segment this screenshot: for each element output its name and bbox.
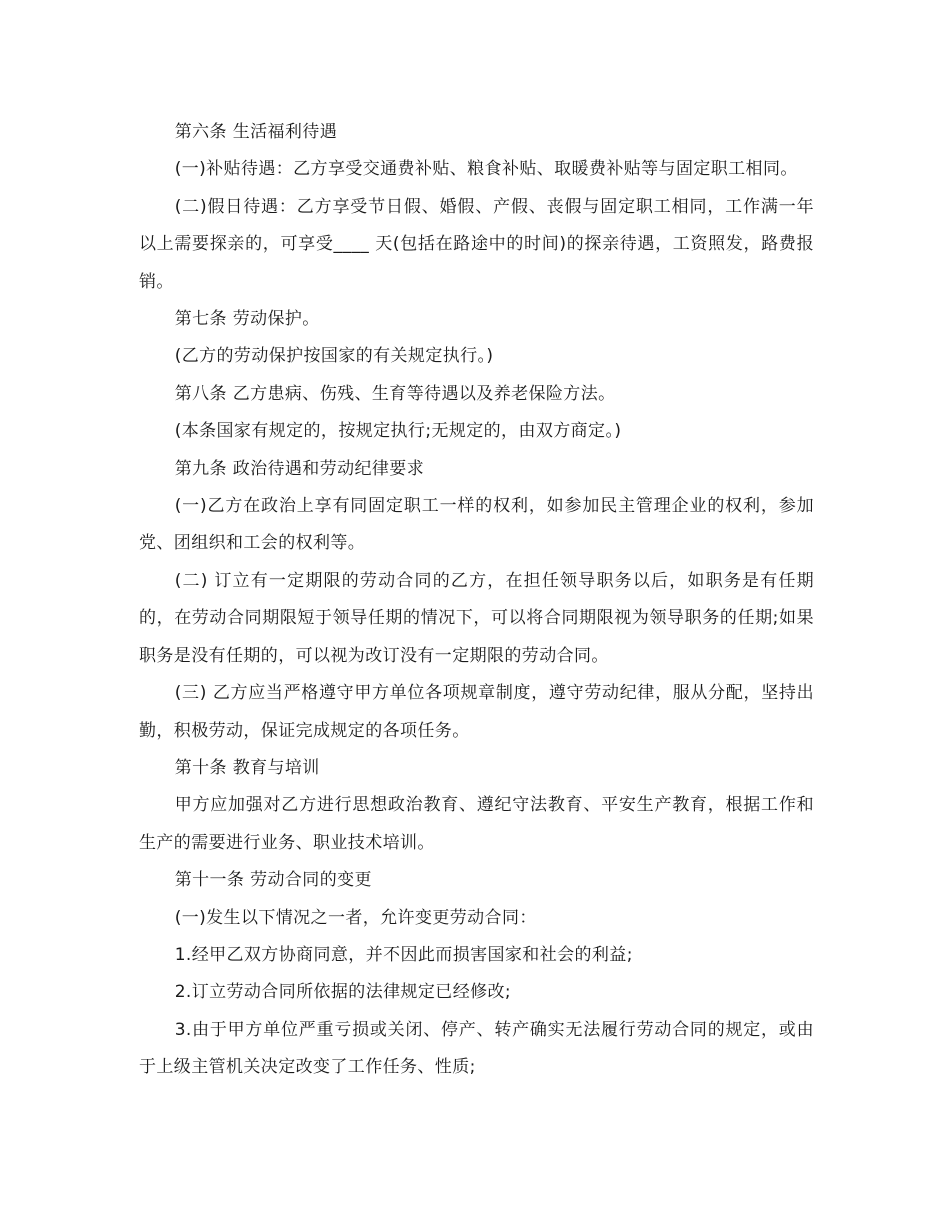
article-11-clause-1: (一)发生以下情况之一者，允许变更劳动合同： — [174, 907, 537, 928]
article-10-heading: 第十条 教育与培训 — [174, 757, 320, 778]
article-11-heading: 第十一条 劳动合同的变更 — [174, 870, 372, 891]
article-6-clause-1: (一)补贴待遇：乙方享受交通费补贴、粮食补贴、取暖费补贴等与固定职工相同。 — [174, 159, 798, 180]
article-9-clause-3: (三) 乙方应当严格遵守甲方单位各项规章制度，遵守劳动纪律，服从分配，坚持出勤，积极劳动，保证完成规定的各项任务。 — [139, 683, 814, 741]
article-6-heading: 第六条 生活福利待遇 — [174, 122, 338, 142]
article-8-heading: 第八条 乙方患病、伤残、生育等待遇以及养老保险方法。 — [174, 383, 616, 404]
article-7-heading: 第七条 劳动保护。 — [174, 309, 320, 330]
document-body — [139, 114, 814, 1087]
article-11-item-1: 1.经甲乙双方协商同意，并不因此而损害国家和社会的利益; — [174, 944, 633, 965]
article-10-body: 甲方应加强对乙方进行思想政治教育、遵纪守法教育、平安生产教育，根据工作和生产的需要进行业务、职业技术培训。 — [139, 795, 814, 853]
article-11-item-2: 2.订立劳动合同所依据的法律规定已经修改; — [174, 982, 512, 1003]
article-9-heading: 第九条 政治待遇和劳动纪律要求 — [174, 458, 425, 479]
article-11-item-3: 3.由于甲方单位严重亏损或关闭、停产、转产确实无法履行劳动合同的规定，或由于上级主管机关决定改变了工作任务、性质; — [139, 1019, 814, 1078]
article-6-clause-2: (二)假日待遇：乙方享受节日假、婚假、产假、丧假与固定职工相同，工作满一年以上需要探亲的，可享受____ 天(包括在路途中的时间)的探亲待遇，工资照发，路费报销。 — [139, 196, 814, 292]
article-8-note: (本条国家有规定的，按规定执行;无规定的，由双方商定。) — [174, 421, 622, 442]
article-7-note: (乙方的劳动保护按国家的有关规定执行。) — [174, 346, 494, 367]
article-9-clause-2: (二) 订立有一定期限的劳动合同的乙方，在担任领导职务以后，如职务是有任期的，在劳动合同期限短于领导任期的情况下，可以将合同期限视为领导职务的任期;如果职务是没有任期的，可以视为改订没有一定期限的劳动合同。 — [139, 570, 814, 666]
article-9-clause-1: (一)乙方在政治上享有同固定职工一样的权利，如参加民主管理企业的权利，参加党、团组织和工会的权利等。 — [139, 496, 814, 554]
